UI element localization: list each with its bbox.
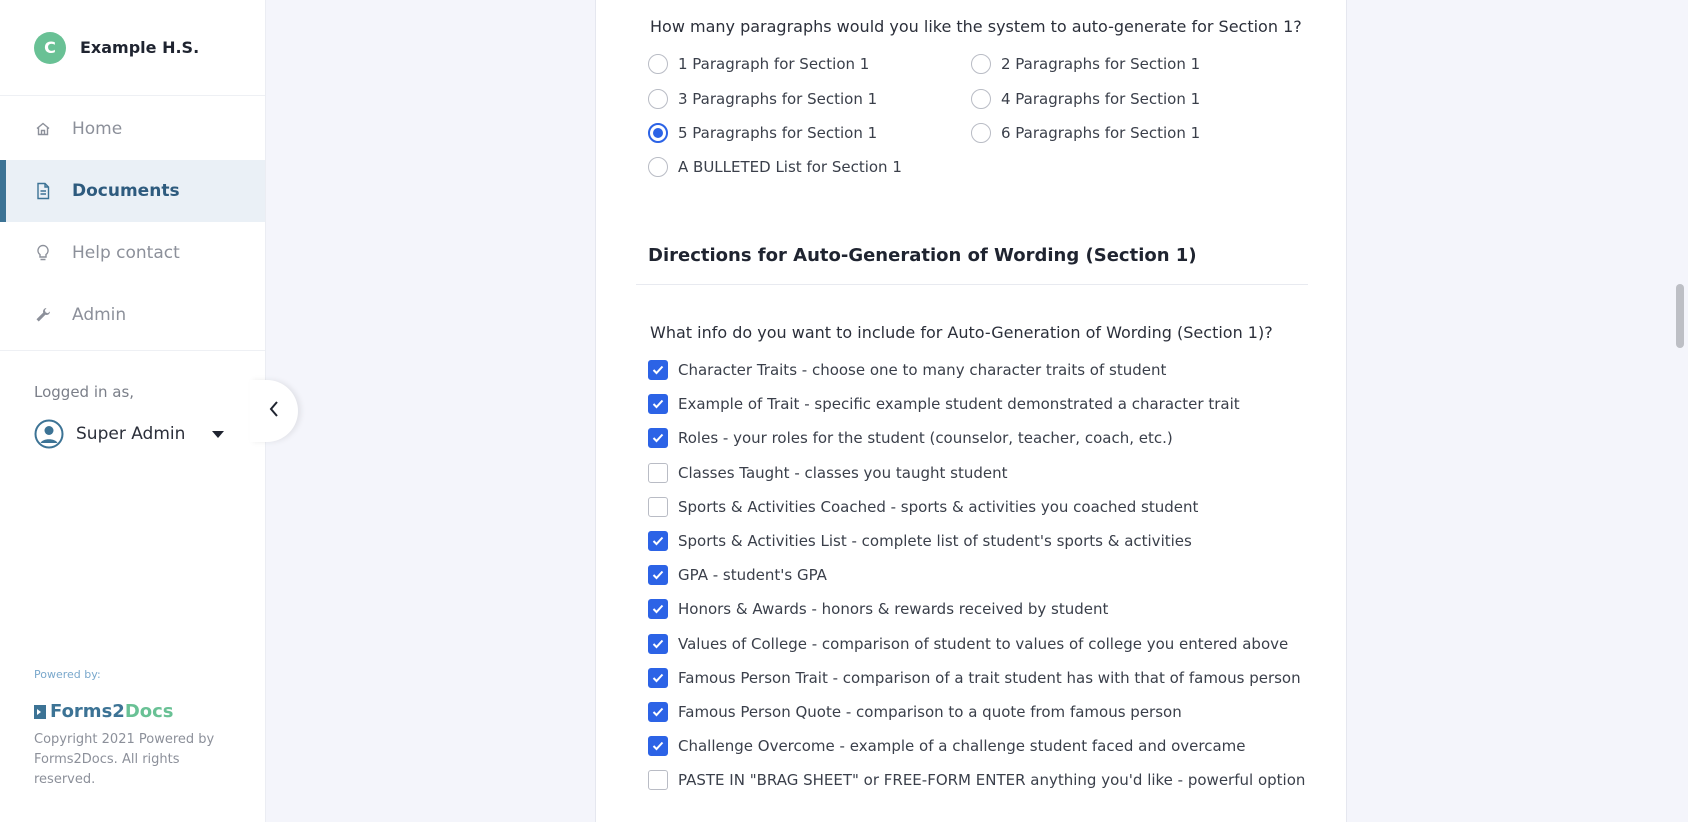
include-option-row[interactable] <box>648 394 1240 414</box>
checkbox-label: Famous Person Quote - comparison to a quote from famous person <box>678 703 1182 721</box>
checkbox[interactable] <box>648 736 668 756</box>
checkbox[interactable] <box>648 702 668 722</box>
scrollbar-thumb[interactable] <box>1676 284 1684 348</box>
form-card <box>595 0 1347 822</box>
radio-button[interactable] <box>971 89 991 109</box>
check-icon <box>652 604 664 614</box>
checkbox[interactable] <box>648 428 668 448</box>
checkbox-label: Character Traits - choose one to many character traits of student <box>678 361 1167 379</box>
logo-text-forms: Forms2 <box>50 701 125 722</box>
checkbox-label: Sports & Activities List - complete list of student's sports & activities <box>678 532 1192 550</box>
include-option-row[interactable] <box>648 428 1173 448</box>
sidebar-item-label: Documents <box>72 181 180 201</box>
checkbox[interactable] <box>648 497 668 517</box>
document-icon <box>34 182 52 200</box>
forms2docs-logo[interactable] <box>34 701 244 722</box>
checkbox-label: Roles - your roles for the student (counselor, teacher, coach, etc.) <box>678 429 1173 448</box>
logged-in-label: Logged in as, <box>34 383 135 401</box>
sidebar-item-label: Help contact <box>72 243 180 263</box>
sidebar-footer <box>34 668 244 790</box>
check-icon <box>652 399 664 409</box>
sidebar-item-documents[interactable] <box>0 160 265 222</box>
checkbox[interactable] <box>648 531 668 551</box>
check-icon <box>652 707 664 717</box>
lightbulb-icon <box>34 244 52 262</box>
paragraph-option-1[interactable]: 1 Paragraph for Section 1 <box>648 54 869 74</box>
include-option-row[interactable] <box>648 736 1246 756</box>
paragraph-option-bulleted[interactable]: A BULLETED List for Section 1 <box>648 157 902 177</box>
paragraph-option-4[interactable]: 4 Paragraphs for Section 1 <box>971 89 1200 109</box>
check-icon <box>652 365 664 375</box>
sidebar <box>0 0 266 822</box>
include-option-row[interactable] <box>648 565 827 585</box>
checkbox-label: Sports & Activities Coached - sports & activities you coached student <box>678 497 1199 516</box>
check-icon <box>652 570 664 580</box>
checkbox-label: PASTE IN "BRAG SHEET" or FREE-FORM ENTER anything you'd like - powerful option <box>678 771 1306 790</box>
checkbox[interactable] <box>648 770 668 790</box>
copyright-text: Copyright 2021 Powered by Forms2Docs. All rights reserved. <box>34 732 215 787</box>
directions-question: What info do you want to include for Auto-Generation of Wording (Section 1)? <box>650 323 1273 342</box>
checkbox[interactable] <box>648 463 668 483</box>
brand-name: Example H.S. <box>80 38 200 57</box>
brand-logo: C <box>34 32 66 64</box>
sidebar-nav <box>0 96 265 346</box>
sidebar-item-label: Home <box>72 119 123 139</box>
user-menu[interactable] <box>0 401 265 449</box>
radio-button[interactable] <box>971 123 991 143</box>
brand[interactable] <box>0 0 265 96</box>
checkbox-label: Values of College - comparison of student to values of college you entered above <box>678 634 1289 653</box>
paragraph-option-3[interactable]: 3 Paragraphs for Section 1 <box>648 89 877 109</box>
user-avatar-icon <box>34 419 64 449</box>
sidebar-item-help-contact[interactable] <box>0 222 265 284</box>
check-icon <box>652 673 664 683</box>
sidebar-item-label: Admin <box>72 305 127 325</box>
checkbox-label: Challenge Overcome - example of a challenge student faced and overcame <box>678 737 1246 756</box>
include-option-row[interactable] <box>648 497 1198 517</box>
check-icon <box>652 433 664 443</box>
paragraph-option-2[interactable]: 2 Paragraphs for Section 1 <box>971 54 1200 74</box>
radio-button[interactable] <box>648 54 668 74</box>
forms2docs-logo-icon <box>34 705 46 719</box>
home-icon <box>34 120 52 138</box>
paragraph-option-6[interactable]: 6 Paragraphs for Section 1 <box>971 123 1200 143</box>
checkbox-label: GPA - student's GPA <box>678 566 827 585</box>
radio-button[interactable] <box>648 123 668 143</box>
wrench-icon <box>34 306 52 324</box>
checkbox[interactable] <box>648 360 668 380</box>
check-icon <box>652 741 664 751</box>
checkbox-label: Honors & Awards - honors & rewards received by student <box>678 600 1109 619</box>
radio-button[interactable] <box>648 89 668 109</box>
include-option-row[interactable] <box>648 634 1288 654</box>
include-option-row[interactable] <box>648 770 1305 790</box>
chevron-left-icon <box>268 400 280 422</box>
checkbox[interactable] <box>648 634 668 654</box>
caret-down-icon[interactable] <box>212 431 224 438</box>
sidebar-item-admin[interactable] <box>0 284 265 346</box>
checkbox[interactable] <box>648 668 668 688</box>
user-name: Super Admin <box>76 424 186 444</box>
include-option-row[interactable] <box>648 599 1108 619</box>
include-option-row[interactable] <box>648 463 1008 483</box>
check-icon <box>652 536 664 546</box>
checkbox[interactable] <box>648 394 668 414</box>
paragraphs-question: How many paragraphs would you like the system to auto-generate for Section 1? <box>650 17 1302 36</box>
radio-button[interactable] <box>971 54 991 74</box>
radio-button[interactable] <box>648 157 668 177</box>
section-divider <box>636 284 1308 285</box>
check-icon <box>652 639 664 649</box>
include-option-row[interactable] <box>648 360 1166 380</box>
checkbox[interactable] <box>648 599 668 619</box>
paragraph-option-5[interactable]: 5 Paragraphs for Section 1 <box>648 123 877 143</box>
checkbox-label: Famous Person Trait - comparison of a trait student has with that of famous person <box>678 668 1301 687</box>
page-scrollbar[interactable] <box>1671 0 1688 822</box>
checkbox-label: Classes Taught - classes you taught student <box>678 463 1008 482</box>
checkbox[interactable] <box>648 565 668 585</box>
powered-by-label: Powered by: <box>34 668 101 681</box>
sidebar-collapse-button[interactable] <box>250 380 298 442</box>
include-option-row[interactable] <box>648 531 1192 551</box>
include-option-row[interactable] <box>648 668 1301 688</box>
checkbox-label: Example of Trait - specific example student demonstrated a character trait <box>678 395 1240 414</box>
logo-text-docs: Docs <box>124 701 174 722</box>
section-title: Directions for Auto-Generation of Wording (Section 1) <box>648 245 1197 266</box>
sidebar-item-home[interactable] <box>0 98 265 160</box>
include-option-row[interactable] <box>648 702 1182 722</box>
